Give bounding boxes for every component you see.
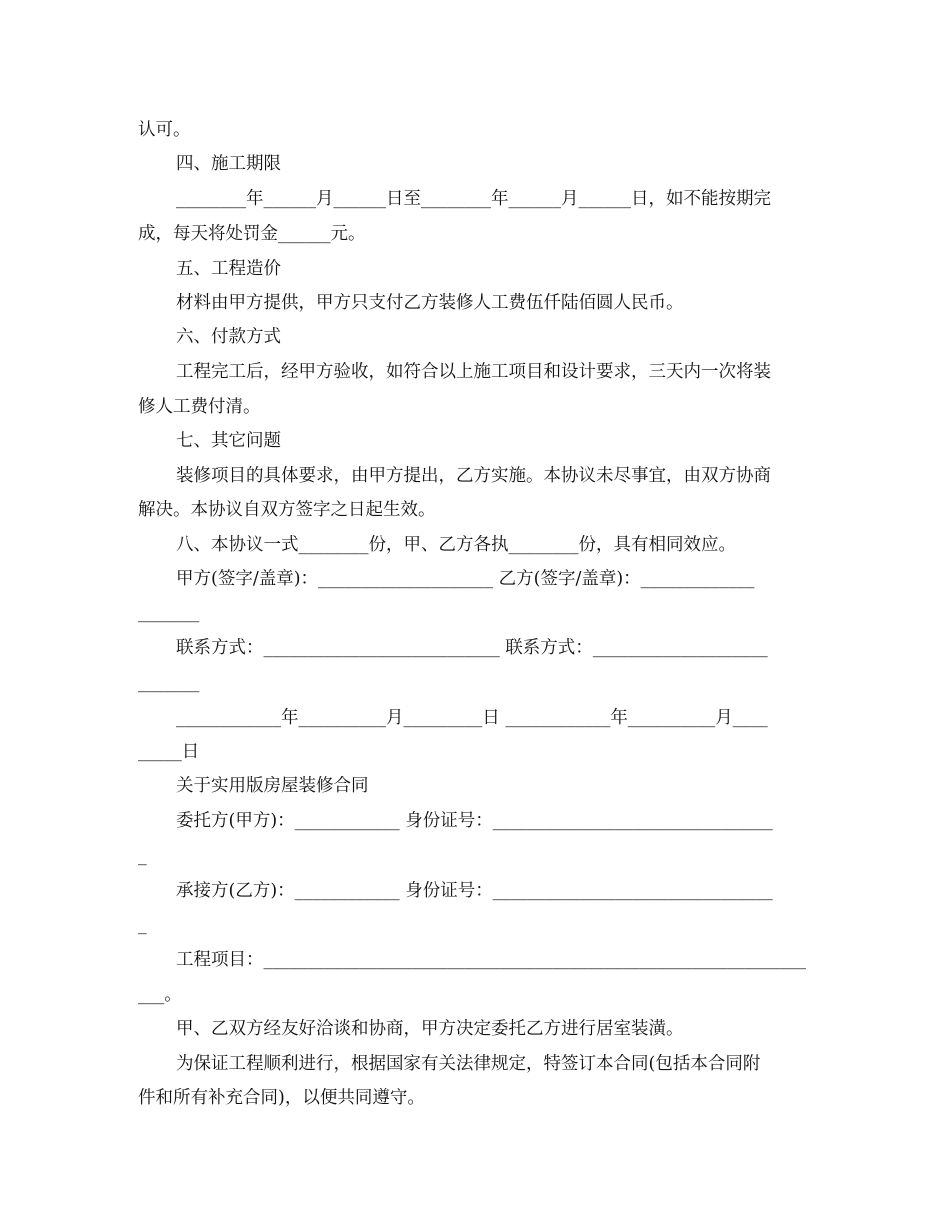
- text-line: 解决。本协议自双方签字之日起生效。: [138, 500, 436, 520]
- text-line: 八、本协议一式________份，甲、乙方各执________份，具有相同效应。: [176, 535, 736, 555]
- text-line: 为保证工程顺利进行，根据国家有关法律规定，特签订本合同(包括本合同附: [176, 1054, 761, 1074]
- text-line: 成，每天将处罚金______元。: [138, 224, 366, 244]
- date-line: ____________年__________月_________日 ____________年__________月____: [176, 708, 768, 728]
- section-heading: 五、工程造价: [176, 259, 281, 279]
- signature-line-continuation: _______: [138, 603, 200, 623]
- project-line-continuation: ___。: [138, 985, 182, 1005]
- contact-line-continuation: _______: [138, 673, 200, 693]
- text-line: 装修项目的具体要求，由甲方提出，乙方实施。本协议未尽事宜，由双方协商: [176, 466, 771, 486]
- text-line: ________年______月______日至________年______月______日，如不能按期完: [176, 189, 771, 209]
- signature-line: 甲方(签字/盖章)：____________________ 乙方(签字/盖章)：_____________: [176, 569, 755, 589]
- text-line: 认可。: [138, 120, 191, 140]
- section-heading: 四、施工期限: [176, 154, 281, 174]
- text-line: 修人工费付清。: [138, 397, 261, 417]
- client-line-continuation: _: [138, 846, 147, 866]
- project-line: 工程项目：______________________________________________________________: [176, 950, 806, 970]
- section-heading: 七、其它问题: [176, 431, 281, 451]
- date-line-continuation: _____日: [138, 742, 200, 762]
- client-line: 委托方(甲方)：____________ 身份证号：________________________________: [176, 811, 773, 831]
- text-line: 材料由甲方提供，甲方只支付乙方装修人工费伍仟陆佰圆人民币。: [176, 293, 684, 313]
- section-heading: 六、付款方式: [176, 327, 281, 347]
- contract-title: 关于实用版房屋装修合同: [176, 776, 369, 796]
- contractor-line: 承接方(乙方)：____________ 身份证号：________________________________: [176, 881, 773, 901]
- contact-line: 联系方式：___________________________ 联系方式：____________________: [176, 638, 768, 658]
- contractor-line-continuation: _: [138, 915, 147, 935]
- text-line: 件和所有补充合同)，以便共同遵守。: [138, 1088, 425, 1108]
- text-line: 工程完工后，经甲方验收，如符合以上施工项目和设计要求，三天内一次将装: [176, 362, 771, 382]
- text-line: 甲、乙双方经友好洽谈和协商，甲方决定委托乙方进行居室装潢。: [176, 1019, 684, 1039]
